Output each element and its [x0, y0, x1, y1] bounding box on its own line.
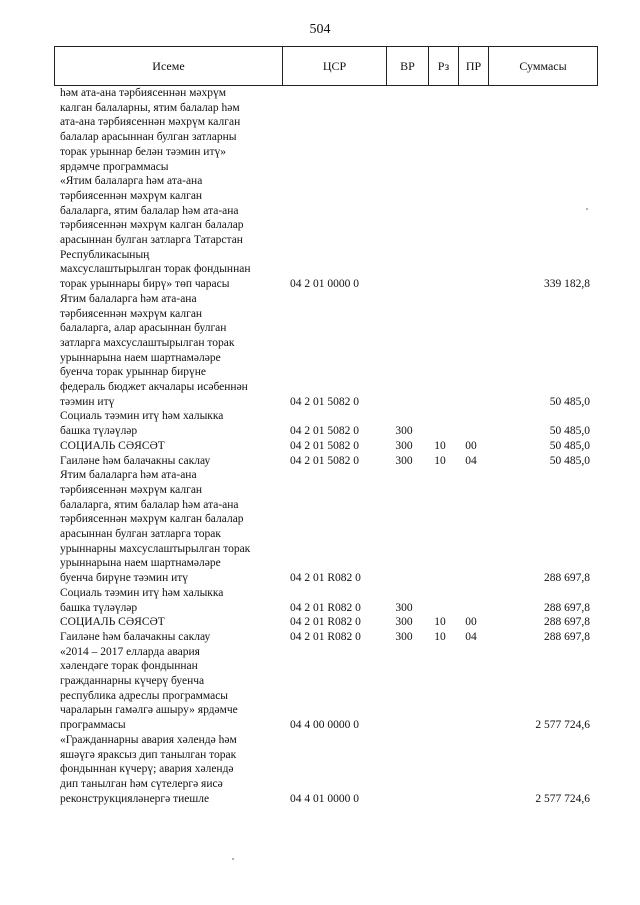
header-vr: ВР [387, 47, 429, 85]
row-name: «2014 – 2017 елларда авария хәлендәге торак фондыннан гражданнарны күчерү буенча республика адреслы программасы чараларын гамәлгә ашыру» ярдәмче программасы [60, 645, 238, 732]
row-sum: 288 697,8 [544, 616, 590, 629]
row-csr: 04 2 01 5082 0 [290, 425, 359, 438]
row-name: Гаиләне һәм балачакны саклау [60, 630, 211, 643]
row-name: Социаль тәэмин итү һәм халыкка башка түләүләр [60, 586, 224, 614]
row-pr: 00 [465, 616, 477, 629]
row-sum: 288 697,8 [544, 572, 590, 585]
header-rz: Рз [429, 47, 459, 85]
table-header [54, 46, 598, 86]
row-vr: 300 [395, 630, 413, 643]
row-name: «Ятим балаларга һәм ата-ана тәрбиясеннән мәхрүм калган балаларга, ятим балалар һәм ата-ана тәрбиясеннән мәхрүм калган балалар арасыннан булган затларга Татарстан Республикасының махсуслаштырылган торак фондыннан торак урыннары бирү» төп чарасы [60, 175, 251, 291]
header-csr: ЦСР [283, 47, 387, 85]
row-csr: 04 4 01 0000 0 [290, 792, 359, 805]
scan-speck [232, 858, 234, 860]
header-name: Исеме [55, 47, 283, 85]
row-sum: 2 577 724,6 [535, 792, 590, 805]
header-sum: Суммасы [519, 59, 567, 73]
row-name: СОЦИАЛЬ СӘЯСӘТ [60, 616, 165, 629]
row-name: «Гражданнарны авария хәлендә һәм яшәүгә яраксыз дип танылган торак фондыннан күчерү; авария хәлендә дип танылган һәм сүтелергә яисә реконструкцияләнергә тиешле [60, 733, 237, 805]
row-csr: 04 4 00 0000 0 [290, 719, 359, 732]
table-body [0, 86, 640, 846]
row-name: Ятим балаларга һәм ата-ана тәрбиясеннән мәхрүм калган балаларга, ятим балалар һәм ата-ана тәрбиясеннән мәхрүм калган балалар арасыннан булган затларга торак урыннарны махсуслаштырылган торак урыннарына наем шартнамәләре буенча бирүне тәэмин итү [60, 469, 251, 585]
row-vr: 300 [395, 439, 413, 452]
row-sum: 50 485,0 [549, 395, 590, 408]
row-sum: 339 182,8 [544, 278, 590, 291]
row-sum: 288 697,8 [544, 630, 590, 643]
row-name: Гаиләне һәм балачакны саклау [60, 454, 211, 467]
row-rz: 10 [434, 616, 446, 629]
row-vr: 300 [395, 616, 413, 629]
row-sum: 50 485,0 [549, 454, 590, 467]
row-sum: 2 577 724,6 [535, 719, 590, 732]
row-vr: 300 [395, 454, 413, 467]
row-pr: 04 [465, 630, 477, 643]
row-sum: 288 697,8 [544, 601, 590, 614]
row-pr: 04 [465, 454, 477, 467]
header-pr: ПР [459, 47, 489, 85]
row-name: Социаль тәэмин итү һәм халыкка башка түләүләр [60, 410, 224, 438]
row-csr: 04 2 01 5082 0 [290, 454, 359, 467]
row-sum: 50 485,0 [549, 439, 590, 452]
row-vr: 300 [395, 601, 413, 614]
row-csr: 04 2 01 0000 0 [290, 278, 359, 291]
row-csr: 04 2 01 R082 0 [290, 572, 361, 585]
row-name: һәм ата-ана тәрбиясеннән мәхрүм калган балаларны, ятим балалар һәм ата-ана тәрбиясеннән мәхрүм калган балалар арасыннан булган затларны торак урыннар белән тәэмин итү» ярдәмче программасы [60, 87, 241, 173]
row-csr: 04 2 01 R082 0 [290, 630, 361, 643]
row-pr: 00 [465, 439, 477, 452]
row-name: Ятим балаларга һәм ата-ана тәрбиясеннән мәхрүм калган балаларга, алар арасыннан булган затларга махсуслаштырылган торак урыннарына наем шартнамәләре буенча торак урыннар бирүне федераль бюджет акчалары исәбеннән тәэмин итү [60, 292, 248, 408]
row-vr: 300 [395, 425, 413, 438]
row-rz: 10 [434, 630, 446, 643]
row-csr: 04 2 01 R082 0 [290, 601, 361, 614]
row-csr: 04 2 01 5082 0 [290, 395, 359, 408]
row-rz: 10 [434, 439, 446, 452]
row-csr: 04 2 01 R082 0 [290, 616, 361, 629]
row-rz: 10 [434, 454, 446, 467]
row-csr: 04 2 01 5082 0 [290, 439, 359, 452]
row-sum: 50 485,0 [549, 425, 590, 438]
page-number: 504 [309, 22, 331, 37]
row-name: СОЦИАЛЬ СӘЯСӘТ [60, 439, 165, 452]
scan-speck [586, 208, 588, 210]
